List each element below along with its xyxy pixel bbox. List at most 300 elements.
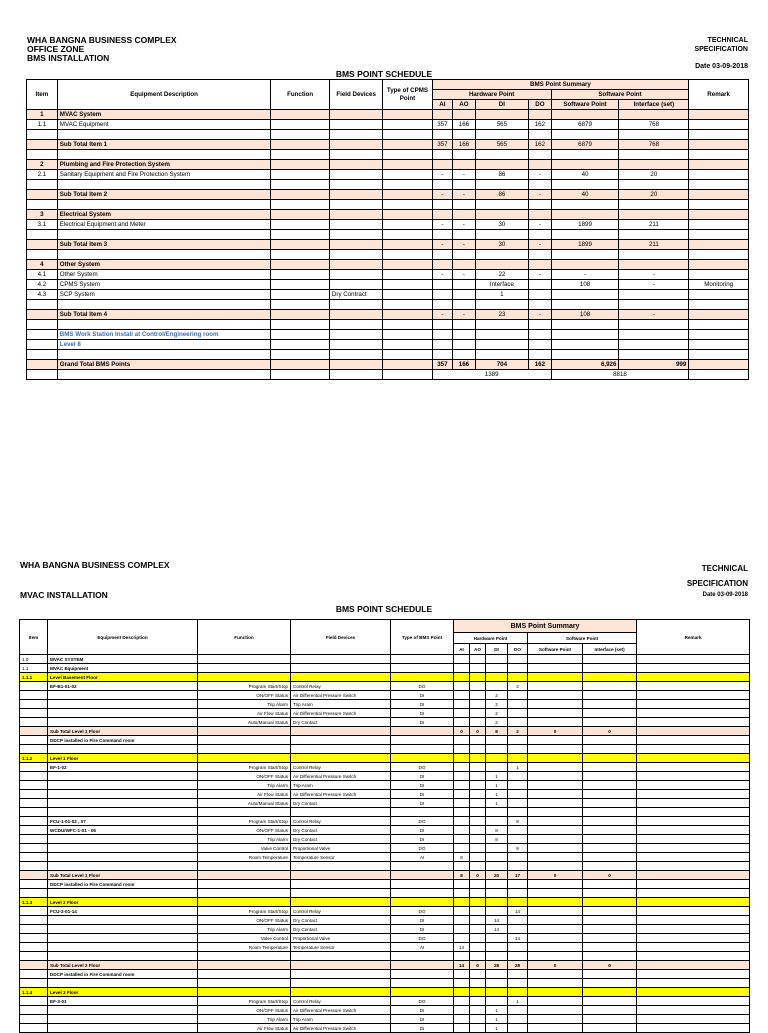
table-cell xyxy=(57,300,271,310)
table-cell xyxy=(637,808,750,817)
col-iface: Interface (set) xyxy=(619,100,689,110)
table-cell xyxy=(637,988,750,997)
table-cell xyxy=(198,889,291,898)
table-cell: 1 xyxy=(27,110,58,120)
table-cell xyxy=(528,763,583,772)
table-cell xyxy=(383,230,432,240)
table-cell xyxy=(508,700,528,709)
table-cell xyxy=(637,916,750,925)
table-cell: 8 xyxy=(454,853,470,862)
table-cell xyxy=(475,160,528,170)
table-cell xyxy=(48,844,198,853)
table-cell xyxy=(271,250,330,260)
table-cell xyxy=(383,220,432,230)
table-cell xyxy=(528,853,583,862)
table-cell xyxy=(20,790,48,799)
table-cell xyxy=(454,934,470,943)
table-row xyxy=(20,907,750,916)
table-cell xyxy=(48,916,198,925)
table-cell xyxy=(271,210,330,220)
table-cell xyxy=(20,1006,48,1015)
table-cell: 86 xyxy=(475,190,528,200)
table-cell xyxy=(551,300,619,310)
table-cell xyxy=(432,330,453,340)
table-cell xyxy=(383,120,432,130)
table-cell xyxy=(453,200,476,210)
table-cell xyxy=(453,250,476,260)
table-cell: 1.0 xyxy=(20,655,48,664)
table-cell xyxy=(329,220,382,230)
table-cell xyxy=(27,200,58,210)
table-cell xyxy=(486,745,508,754)
table-cell xyxy=(637,826,750,835)
table-row xyxy=(27,180,749,190)
table-cell: Sub Total Item 2 xyxy=(57,190,271,200)
table-cell: AI xyxy=(391,853,454,862)
table-cell: EF-3-01 xyxy=(48,997,198,1006)
table-cell xyxy=(528,745,583,754)
table-row xyxy=(20,745,750,754)
table-cell: - xyxy=(432,270,453,280)
table-cell xyxy=(453,230,476,240)
table-cell: 4.2 xyxy=(27,280,58,290)
table-cell: - xyxy=(432,240,453,250)
table-cell xyxy=(528,772,583,781)
table-cell: 30 xyxy=(475,220,528,230)
table-cell: DI xyxy=(391,691,454,700)
table-cell xyxy=(528,808,583,817)
table-cell xyxy=(27,360,58,370)
table-cell xyxy=(583,808,637,817)
table-cell xyxy=(454,925,470,934)
table-cell xyxy=(637,862,750,871)
table-row xyxy=(27,280,749,290)
table-cell xyxy=(27,300,58,310)
table-cell xyxy=(470,673,486,682)
table-cell xyxy=(329,350,382,360)
table-cell xyxy=(528,925,583,934)
table-cell xyxy=(453,280,476,290)
table-cell xyxy=(529,110,552,120)
table-cell xyxy=(453,290,476,300)
table-cell: - xyxy=(432,190,453,200)
table-cell: AI xyxy=(391,943,454,952)
col-di: DI xyxy=(486,644,508,655)
table-cell xyxy=(583,898,637,907)
table-row xyxy=(20,664,750,673)
table-cell xyxy=(486,934,508,943)
table-cell xyxy=(271,150,330,160)
table-cell xyxy=(20,799,48,808)
table-cell xyxy=(329,360,382,370)
table-cell xyxy=(470,754,486,763)
table-cell: - xyxy=(529,310,552,320)
table-cell xyxy=(470,916,486,925)
table-cell: 565 xyxy=(475,120,528,130)
table-cell xyxy=(508,988,528,997)
table-cell xyxy=(198,754,291,763)
table-cell xyxy=(432,320,453,330)
table-cell xyxy=(475,230,528,240)
table-cell: Sub Total Item 1 xyxy=(57,140,271,150)
table-cell: DO xyxy=(391,817,454,826)
col-do: DO xyxy=(529,100,552,110)
table-cell: DO xyxy=(391,934,454,943)
table-cell: 2 xyxy=(486,691,508,700)
table-cell xyxy=(637,871,750,880)
table-cell xyxy=(529,180,552,190)
table-cell xyxy=(329,260,382,270)
table-cell: DO xyxy=(391,763,454,772)
col-type: Type of BMS Point xyxy=(391,620,454,655)
table-cell xyxy=(271,330,330,340)
table-cell: 999 xyxy=(619,360,689,370)
table-cell xyxy=(508,799,528,808)
table-cell xyxy=(391,889,454,898)
table-cell xyxy=(486,898,508,907)
col-function: Function xyxy=(271,80,330,110)
table-cell: Program Start/Stop xyxy=(198,682,291,691)
table-cell xyxy=(20,862,48,871)
table-cell xyxy=(454,700,470,709)
table-cell xyxy=(486,673,508,682)
col-remark: Remark xyxy=(637,620,750,655)
table-cell xyxy=(48,889,198,898)
table-cell xyxy=(20,943,48,952)
table-cell xyxy=(329,310,382,320)
table-cell: 20 xyxy=(486,871,508,880)
table-cell xyxy=(432,290,453,300)
table-cell: Trip Alarm xyxy=(198,781,291,790)
table-cell xyxy=(198,673,291,682)
table-row xyxy=(20,871,750,880)
col-hw: Hardware Point xyxy=(454,633,528,644)
table-row xyxy=(20,709,750,718)
table-cell: Trip Aram xyxy=(291,781,391,790)
table-cell xyxy=(453,180,476,190)
table-cell: - xyxy=(453,170,476,180)
table-cell xyxy=(551,350,619,360)
table-cell: 108 xyxy=(551,310,619,320)
table-cell xyxy=(508,754,528,763)
table-cell xyxy=(689,350,749,360)
table-cell xyxy=(486,736,508,745)
col-swp: Software Point xyxy=(528,644,583,655)
table-cell xyxy=(470,772,486,781)
table-cell: Sub Total Item 3 xyxy=(57,240,271,250)
table-cell xyxy=(619,210,689,220)
table-cell: ON/OFF Status xyxy=(198,1006,291,1015)
table-cell xyxy=(198,970,291,979)
table-cell xyxy=(48,1024,198,1033)
table-cell xyxy=(291,898,391,907)
table-cell xyxy=(291,952,391,961)
page-title: BMS POINT SCHEDULE xyxy=(335,69,433,79)
table-cell: 8 xyxy=(508,817,528,826)
table-row xyxy=(20,853,750,862)
table-cell: Trip Alarm xyxy=(198,1015,291,1024)
table-cell: Electrical System xyxy=(57,210,271,220)
table-row xyxy=(20,772,750,781)
table-cell xyxy=(391,808,454,817)
table-cell xyxy=(637,898,750,907)
table-cell: Temperature Sensor xyxy=(291,943,391,952)
table-cell xyxy=(271,190,330,200)
table-cell xyxy=(20,691,48,700)
table-cell: 0 xyxy=(583,727,637,736)
table-cell xyxy=(637,880,750,889)
table-row xyxy=(27,310,749,320)
table-cell xyxy=(454,718,470,727)
spec-line-1: TECHNICAL xyxy=(701,564,748,573)
table-cell xyxy=(528,1015,583,1024)
table-cell xyxy=(20,979,48,988)
table-cell xyxy=(27,140,58,150)
table-cell xyxy=(48,853,198,862)
table-cell xyxy=(528,799,583,808)
table-cell: 108 xyxy=(551,280,619,290)
table-cell xyxy=(475,320,528,330)
table-cell xyxy=(27,330,58,340)
table-cell xyxy=(689,340,749,350)
table-row xyxy=(20,655,750,664)
table-cell: Dry Contact xyxy=(291,718,391,727)
table-cell xyxy=(454,952,470,961)
table-cell xyxy=(583,970,637,979)
table-cell xyxy=(528,988,583,997)
table-cell xyxy=(528,916,583,925)
table-cell xyxy=(583,709,637,718)
table-cell: - xyxy=(453,270,476,280)
table-cell xyxy=(329,270,382,280)
table-cell: Control Relay xyxy=(291,907,391,916)
table-cell xyxy=(271,280,330,290)
table-cell: 768 xyxy=(619,120,689,130)
table-cell: Sub Total Level 1 Floor xyxy=(48,727,198,736)
table-cell xyxy=(271,350,330,360)
table-cell: Control Relay xyxy=(291,817,391,826)
table-cell xyxy=(454,709,470,718)
table-row xyxy=(27,350,749,360)
table-cell xyxy=(475,250,528,260)
table-cell xyxy=(529,150,552,160)
col-iface: Interface (set) xyxy=(583,644,637,655)
table-cell xyxy=(508,862,528,871)
table-cell xyxy=(689,130,749,140)
table-cell xyxy=(637,772,750,781)
table-cell xyxy=(198,862,291,871)
table-cell: 40 xyxy=(551,190,619,200)
table-row xyxy=(27,200,749,210)
col-hw: Hardware Point xyxy=(432,90,551,100)
table-cell xyxy=(583,1006,637,1015)
table-cell xyxy=(508,979,528,988)
table-cell xyxy=(689,190,749,200)
table-cell xyxy=(508,880,528,889)
table-cell xyxy=(486,655,508,664)
table-cell: Other System xyxy=(57,260,271,270)
table-cell xyxy=(528,862,583,871)
table-cell xyxy=(57,320,271,330)
table-cell xyxy=(619,200,689,210)
table-cell xyxy=(583,844,637,853)
table-cell xyxy=(529,210,552,220)
table-cell: FCU-2-01-14 xyxy=(48,907,198,916)
table-cell: MVAC System xyxy=(57,110,271,120)
table-cell xyxy=(486,664,508,673)
table-cell xyxy=(689,200,749,210)
col-sw: Software Point xyxy=(528,633,637,644)
table-cell xyxy=(383,150,432,160)
table-cell xyxy=(528,943,583,952)
table-cell xyxy=(198,664,291,673)
table-cell xyxy=(689,110,749,120)
table-cell xyxy=(689,140,749,150)
table-header xyxy=(20,620,750,655)
table-cell: Air Differential Pressure Switch xyxy=(291,790,391,799)
table-cell xyxy=(48,835,198,844)
table-cell: Dry Contact xyxy=(291,826,391,835)
table-cell: 8 xyxy=(486,835,508,844)
table-cell xyxy=(583,853,637,862)
table-cell xyxy=(689,210,749,220)
table-cell: Dry Contact xyxy=(291,835,391,844)
table-cell: Dry Contract xyxy=(329,290,382,300)
table-cell xyxy=(637,745,750,754)
table-cell xyxy=(619,320,689,330)
table-cell xyxy=(637,790,750,799)
table-cell xyxy=(470,826,486,835)
table-cell xyxy=(453,260,476,270)
table-cell xyxy=(291,754,391,763)
table-cell xyxy=(486,997,508,1006)
table-cell xyxy=(689,310,749,320)
table-cell xyxy=(637,1024,750,1033)
table-cell xyxy=(470,781,486,790)
table-cell xyxy=(198,727,291,736)
table-cell: 0 xyxy=(528,961,583,970)
table-cell: ON/OFF Status xyxy=(198,916,291,925)
table-cell xyxy=(391,673,454,682)
table-cell: 2 xyxy=(486,718,508,727)
table-cell xyxy=(48,952,198,961)
table-cell xyxy=(508,664,528,673)
table-cell xyxy=(454,1006,470,1015)
table-cell xyxy=(475,110,528,120)
table-cell xyxy=(508,943,528,952)
table-cell: - xyxy=(619,280,689,290)
zone-name: OFFICE ZONE xyxy=(27,44,85,54)
table-cell xyxy=(637,691,750,700)
table-cell: Proportional Valve xyxy=(291,934,391,943)
table-body xyxy=(20,655,750,1033)
table-cell xyxy=(689,260,749,270)
table-cell xyxy=(383,330,432,340)
table-cell xyxy=(528,781,583,790)
col-di: DI xyxy=(475,100,528,110)
table-cell xyxy=(20,709,48,718)
col-desc: Equipment Description xyxy=(48,620,198,655)
table-cell: DI xyxy=(391,781,454,790)
table-cell xyxy=(619,340,689,350)
table-cell xyxy=(271,170,330,180)
table-cell xyxy=(432,110,453,120)
table-cell xyxy=(470,1006,486,1015)
table-cell xyxy=(689,300,749,310)
table-cell: - xyxy=(432,310,453,320)
table-cell xyxy=(470,817,486,826)
table-cell xyxy=(432,350,453,360)
doc-date: Date 03-09-2018 xyxy=(695,63,748,70)
table-cell xyxy=(508,835,528,844)
spec-line-2: SPECIFICATION xyxy=(694,46,748,53)
table-cell xyxy=(508,853,528,862)
table-cell xyxy=(329,120,382,130)
table-cell: 30 xyxy=(475,240,528,250)
table-cell: 704 xyxy=(475,360,528,370)
col-type: Type of CPMS Point xyxy=(383,80,432,110)
table-cell: 14 xyxy=(486,925,508,934)
table-cell xyxy=(528,1006,583,1015)
table-cell: Air Flow Status xyxy=(198,709,291,718)
table-row xyxy=(20,898,750,907)
table-row xyxy=(20,790,750,799)
table-cell xyxy=(475,340,528,350)
table-cell xyxy=(486,763,508,772)
table-cell: 8 xyxy=(454,871,470,880)
table-cell xyxy=(637,727,750,736)
table-cell: - xyxy=(453,240,476,250)
table-cell: 0 xyxy=(470,961,486,970)
table-cell xyxy=(383,250,432,260)
table-cell xyxy=(291,727,391,736)
table-cell xyxy=(454,736,470,745)
table-cell xyxy=(583,799,637,808)
table-cell xyxy=(291,736,391,745)
table-cell: 211 xyxy=(619,220,689,230)
table-cell xyxy=(551,340,619,350)
table-cell: Trip Alarm xyxy=(198,835,291,844)
table-cell xyxy=(470,691,486,700)
table-row xyxy=(20,988,750,997)
table-cell xyxy=(689,160,749,170)
table-cell xyxy=(391,988,454,997)
table-cell xyxy=(470,880,486,889)
table-cell xyxy=(583,889,637,898)
table-cell xyxy=(508,709,528,718)
table-cell xyxy=(637,781,750,790)
table-cell xyxy=(329,150,382,160)
table-cell xyxy=(470,700,486,709)
table-row xyxy=(27,210,749,220)
table-row xyxy=(27,110,749,120)
table-cell xyxy=(637,817,750,826)
col-item: Item xyxy=(20,620,48,655)
table-cell xyxy=(508,1006,528,1015)
table-cell xyxy=(528,880,583,889)
table-cell: DI xyxy=(391,826,454,835)
table-row xyxy=(20,880,750,889)
table-cell xyxy=(689,230,749,240)
table-row xyxy=(20,727,750,736)
table-cell xyxy=(689,150,749,160)
table-cell xyxy=(329,280,382,290)
table-cell xyxy=(383,140,432,150)
table-cell xyxy=(383,130,432,140)
table-cell xyxy=(48,718,198,727)
table-cell xyxy=(57,130,271,140)
table-cell xyxy=(453,350,476,360)
